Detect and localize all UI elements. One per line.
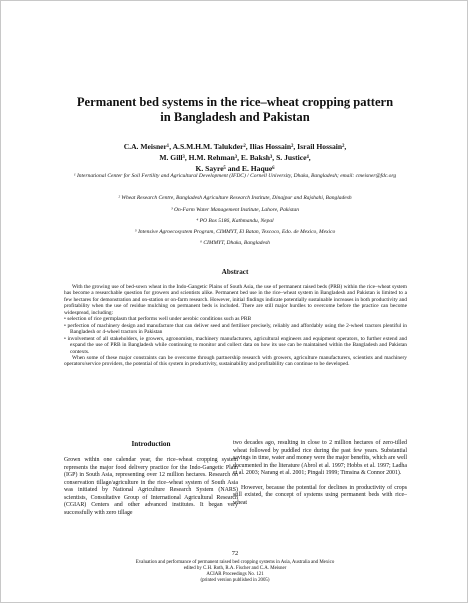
- paper-title: [41, 95, 429, 125]
- title-line-2: in Bangladesh and Pakistan: [160, 110, 310, 124]
- author-list: [61, 141, 409, 174]
- authors-line-2: M. Gill³, H.M. Rehman³, E. Baksh³, S. Justice⁴,: [159, 153, 311, 162]
- affiliation-4: ⁴ PO Box 5186, Kathmandu, Nepal: [196, 218, 274, 224]
- abstract-heading: Abstract: [221, 268, 249, 276]
- left-column: [64, 440, 238, 517]
- authors-line-1: C.A. Meisner¹, A.S.M.H.M. Talukder², Ilias Hossain², Israil Hossain²,: [123, 142, 347, 151]
- abstract-paragraph-1: With the growing use of bed-sown wheat in the Indo-Gangetic Plains of South Asia, the use of permanent raised beds (PRB) within the rice–wheat system has become a researchable question for growers and scientists alike. Permanent bed use in the rice–wheat system in Bangladesh and Pakistan is limited to a few hectares for demonstration and on-station or on-farm research. However, initial findings indicate potentially sustainable increases in both productivity and profitability when the use of residue mulching on permanent beds is included. There are still major hurdles to overcome before the practice can become widespread, including:: [64, 284, 407, 316]
- abstract-bullet-list: [64, 316, 407, 355]
- authors-line-3: K. Sayre⁵ and E. Haque⁶: [195, 164, 275, 173]
- abstract-bullet: • involvement of all stakeholders, ie growers, agronomists, machinery manufacturers, agricultural engineers and equipment operators, to further extend and expand the use of PRB in Bangladesh while continuing to monitor and collect data on how its use can be maintained within the Bangladesh and Pakistan contexts.: [64, 335, 407, 355]
- introduction-paragraph-1: Grown within one calendar year, the rice–wheat cropping system represents the major food delivery practice for the Indo-Gangetic Plain (IGP) in South Asia, representing over 12 million hectares. Research on conservation tillage/agriculture in the rice–wheat system of South Asia was initiated by National Agriculture Research System (NARS) scientists, Consultative Group of International Agricultural Research (CGIAR) Centers and other advanced institutes. It began very successfully with zero tillage: [64, 457, 238, 516]
- abstract-bullet: • selection of rice germplasm that performs well under aerobic conditions such as PRB: [64, 316, 252, 323]
- introduction-heading: Introduction: [131, 440, 171, 448]
- footer-line-1: Evaluation and performance of permanent raised bed cropping systems in Asia, Australia and Mexico: [135, 560, 335, 565]
- affiliation-3: ³ On-Farm Water Management Institute, Lahore, Pakistan: [170, 207, 300, 213]
- affiliation-5: ⁵ Intensive Agroecosystem Program, CIMMYT, El Batan, Texcoco, Edo. de Mexico, Mexico: [134, 229, 336, 235]
- title-line-1: Permanent bed systems in the rice–wheat cropping pattern: [76, 95, 394, 109]
- affiliation-6: ⁶ CIMMYT, Dhaka, Bangladesh: [200, 240, 270, 246]
- affiliation-2: ² Wheat Research Centre, Bangladesh Agriculture Research Institute, Dinajpur and Rajshahi, Bangladesh: [118, 195, 352, 201]
- introduction-paragraph-2: two decades ago, resulting in close to 2 million hectares of zero-tilled wheat followed by puddled rice during the past few years. Substantial savings in time, water and money were the major benefits, which are well documented in the literature (Abrol et al. 1997; Hobbs et al. 1997; Ladha et al. 2003; Narang et al. 2001; Pingali 1999; Timsina & Connor 2001).: [233, 440, 407, 477]
- footer-line-2: edited by C.H. Roth, R.A. Fischer and C.A. Meisner: [183, 566, 287, 572]
- right-column: [233, 440, 407, 507]
- page-number: 72: [231, 550, 239, 557]
- footer-line-3: ACIAR Proceedings No. 121: [206, 572, 264, 578]
- introduction-paragraph-3: However, because the potential for declines in productivity of crops still existed, the concept of systems using permanent beds with rice–wheat: [233, 484, 407, 506]
- abstract-bullet: • perfection of machinery design and manufacture that can deliver seed and fertiliser precisely, reliably and affordably using the 2-wheel tractors plentiful in Bangladesh or 4-wheel tractors in Pakistan: [64, 322, 407, 336]
- footer-line-4: (printed version published in 2005): [200, 578, 270, 584]
- affiliation-1: ¹ International Center for Soil Fertility and Agricultural Development (IFDC) / Cornell University, Dhaka, Bangladesh; email: cmeisner@fdc.org: [73, 173, 397, 179]
- publication-footer: [1, 560, 468, 584]
- abstract-body: [64, 284, 407, 368]
- abstract-paragraph-2: When some of these major constraints can be overcome through partnership research with growers, agriculture manufacturers, scientists and machinery operators/service providers, the potential of this system in productivity, sustainability and profitability can continue to be developed.: [64, 354, 407, 368]
